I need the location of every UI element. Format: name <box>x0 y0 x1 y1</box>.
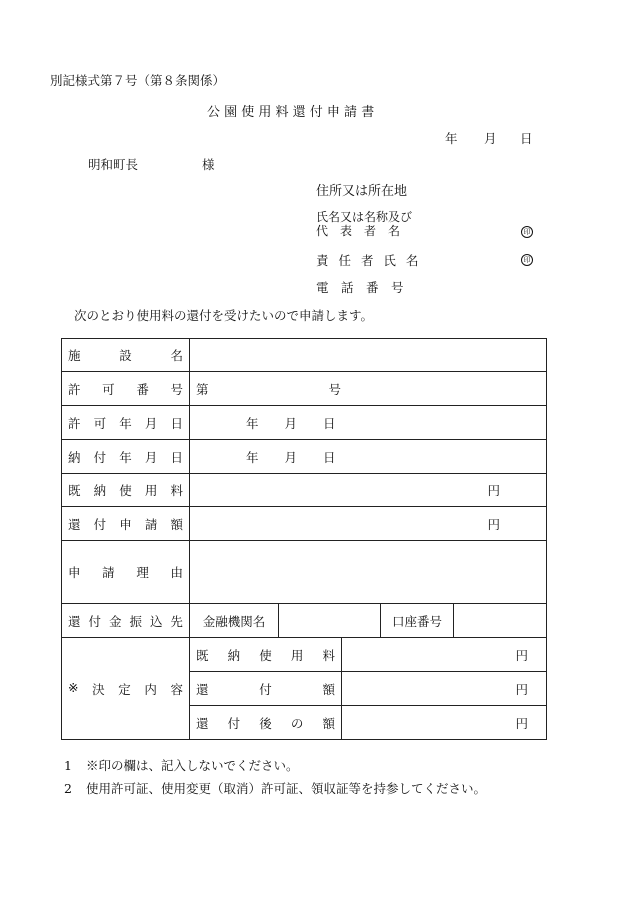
decision-after-field <box>342 706 547 740</box>
paid-fee-field[interactable] <box>190 474 547 507</box>
intro-text: 次のとおり使用料の還付を受けたいので申請します。 <box>74 308 374 323</box>
refund-amount-yen: 円 <box>487 516 501 532</box>
label-refund-amount: 還 付 申 請 額 <box>68 516 183 532</box>
addressee-name: 明和町長 <box>88 157 139 172</box>
permit-no-suffix: 号 <box>328 381 342 397</box>
note-2 <box>64 779 486 797</box>
decision-refund-yen: 円 <box>515 681 529 697</box>
decision-after-yen: 円 <box>515 715 529 731</box>
row-facility <box>62 339 547 372</box>
application-table <box>61 338 547 740</box>
permit-date-year: 年 <box>246 415 259 431</box>
refund-amount-field[interactable] <box>190 507 547 541</box>
label-reason: 申 請 理 由 <box>68 565 183 580</box>
paid-date-year: 年 <box>246 449 259 465</box>
decision-paid-field <box>342 638 547 672</box>
permit-no-field[interactable] <box>190 372 547 406</box>
phone-label: 電 話 番 号 <box>316 280 404 295</box>
label-decision: ※ 決 定 内 容 <box>68 679 183 697</box>
name-label-line2: 代 表 者 名 <box>316 224 401 238</box>
row-refund-amount <box>62 507 547 541</box>
document-title: 公 園 使 用 料 還 付 申 請 書 <box>207 105 375 120</box>
bank-name-field[interactable] <box>279 604 381 638</box>
row-paid-date <box>62 440 547 474</box>
note-1 <box>64 756 299 774</box>
label-bank: 還 付 金 振 込 先 <box>68 613 183 629</box>
permit-date-field[interactable] <box>190 406 547 440</box>
label-paid-fee: 既 納 使 用 料 <box>68 483 183 498</box>
permit-no-prefix: 第 <box>196 381 209 397</box>
note-2-text: 使用許可証、使用変更（取消）許可証、領収証等を持参してください。 <box>86 781 487 796</box>
manager-label: 責 任 者 氏 名 <box>316 253 422 268</box>
label-paid-date: 納 付 年 月 日 <box>68 449 183 465</box>
date-year-label: 年 <box>445 131 458 146</box>
account-no-label: 口座番号 <box>381 604 454 638</box>
facility-field[interactable] <box>190 339 547 372</box>
seal-mark-manager: 印 <box>521 254 533 266</box>
decision-paid-label: 既 納 使 用 料 <box>196 647 335 663</box>
permit-date-day: 日 <box>323 415 336 431</box>
decision-refund-label: 還 付 額 <box>196 681 335 697</box>
label-permit-date: 許 可 年 月 日 <box>68 415 183 431</box>
row-decision-paid <box>62 638 547 672</box>
row-paid-fee <box>62 474 547 507</box>
form-reference: 別記様式第７号（第８条関係） <box>50 73 226 88</box>
addressee-honorific: 様 <box>202 157 215 172</box>
decision-after-label: 還 付 後 の 額 <box>196 715 335 731</box>
reason-field[interactable] <box>190 541 547 604</box>
paid-date-month: 月 <box>284 449 298 465</box>
paid-date-day: 日 <box>323 449 336 465</box>
address-label: 住所又は所在地 <box>316 184 408 199</box>
row-permit-date <box>62 406 547 440</box>
row-permit-no <box>62 372 547 406</box>
paid-date-field[interactable] <box>190 440 547 474</box>
date-month-label: 月 <box>484 131 497 146</box>
bank-name-label: 金融機関名 <box>190 604 279 638</box>
seal-mark: 印 <box>521 226 533 238</box>
note-1-number: 1 <box>64 758 72 773</box>
decision-paid-yen: 円 <box>515 647 529 663</box>
decision-refund-field <box>342 672 547 706</box>
name-label-line1: 氏名又は名称及び <box>316 210 413 224</box>
note-2-number: 2 <box>64 781 72 796</box>
account-no-field[interactable] <box>454 604 547 638</box>
label-permit-no: 許 可 番 号 <box>68 381 183 397</box>
date-day-label: 日 <box>520 131 533 146</box>
permit-date-month: 月 <box>284 415 298 431</box>
paid-fee-yen: 円 <box>487 483 501 498</box>
label-facility: 施 設 名 <box>68 348 183 363</box>
row-bank <box>62 604 547 638</box>
note-1-text: ※印の欄は、記入しないでください。 <box>86 758 299 773</box>
row-reason <box>62 541 547 604</box>
